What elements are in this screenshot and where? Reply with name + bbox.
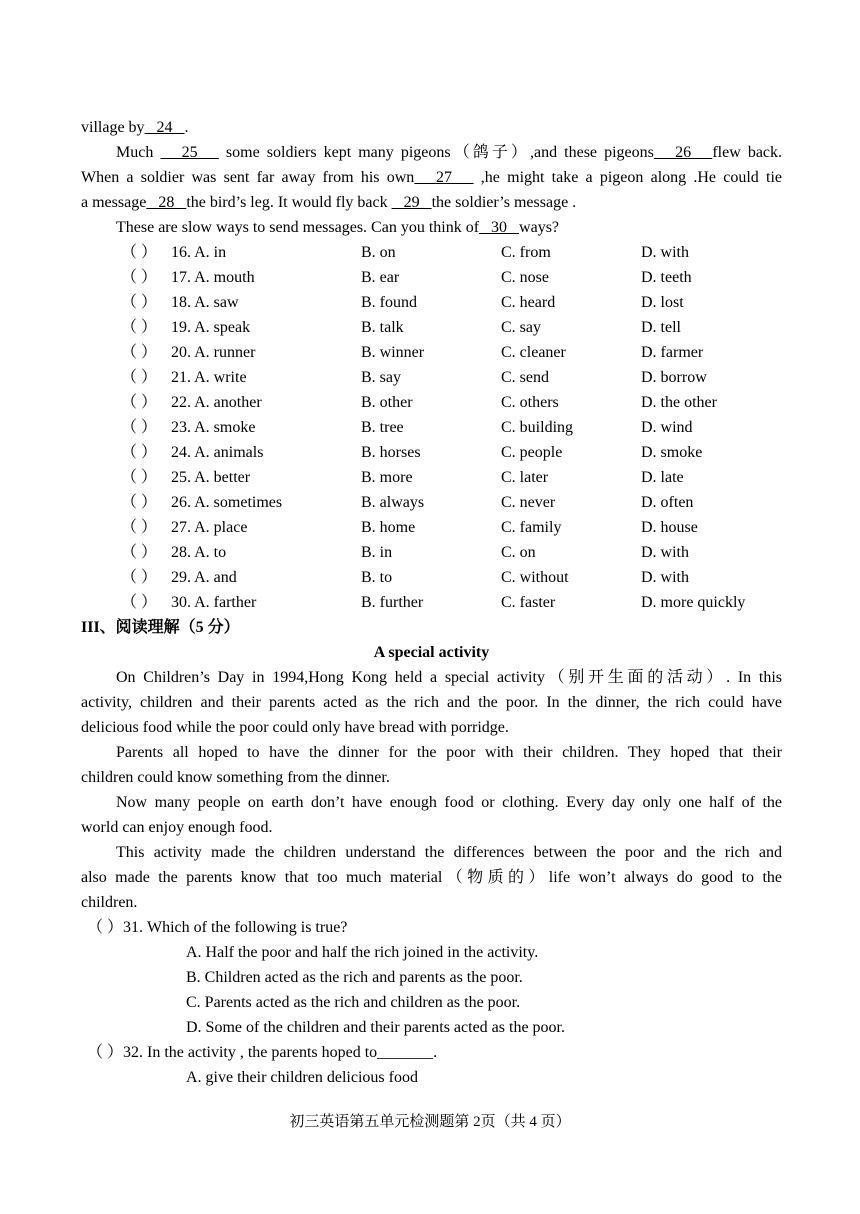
option-b: B. ear xyxy=(361,269,400,286)
option-row xyxy=(121,390,801,415)
text: the soldier’s message . xyxy=(431,194,577,211)
option-c: C. building xyxy=(501,419,574,436)
text: （ ）32. In the activity , the parents hoped to xyxy=(87,1044,378,1061)
answer-paren[interactable]: （ ） xyxy=(121,319,158,336)
text: the bird’s leg. It would fly back xyxy=(186,194,392,211)
option-a: 22. A. another xyxy=(171,394,262,411)
text: . xyxy=(433,1044,438,1061)
blank: _______ xyxy=(377,1044,434,1061)
option-b: B. further xyxy=(361,594,424,611)
option-c: C. without xyxy=(501,569,569,586)
blank-26: 26 xyxy=(653,144,713,161)
passage-line: children. xyxy=(81,894,138,911)
option-b: B. always xyxy=(361,494,425,511)
question-31-stem[interactable]: （ ）31. Which of the following is true? xyxy=(87,919,348,936)
option-d: D. wind xyxy=(641,419,693,436)
option-row xyxy=(121,490,801,515)
option-b: B. horses xyxy=(361,444,421,461)
passage-line: Parents all hoped to have the dinner for the poor with their children. They hoped that their xyxy=(116,744,782,761)
question-31-option-d: D. Some of the children and their parents acted as the poor. xyxy=(186,1019,565,1036)
cloze-line-2 xyxy=(81,140,782,165)
option-d: D. with xyxy=(641,544,689,561)
cloze-line-1 xyxy=(81,115,782,140)
question-32-option-a: A. give their children delicious food xyxy=(186,1069,418,1086)
option-a: 30. A. farther xyxy=(171,594,257,611)
text: . xyxy=(184,119,189,136)
blank-27: 27 xyxy=(414,169,474,186)
option-b: B. tree xyxy=(361,419,404,436)
text: some soldiers kept many pigeons（鸽子）,and these pigeons xyxy=(225,144,654,161)
option-row xyxy=(121,290,801,315)
option-d: D. with xyxy=(641,569,689,586)
option-c: C. never xyxy=(501,494,556,511)
text: Much xyxy=(116,144,161,161)
option-d: D. often xyxy=(641,494,694,511)
answer-paren[interactable]: （ ） xyxy=(121,469,158,486)
option-row xyxy=(121,240,801,265)
option-c: C. send xyxy=(501,369,549,386)
answer-paren[interactable]: （ ） xyxy=(121,294,158,311)
option-b: B. in xyxy=(361,544,393,561)
text: flew back. xyxy=(712,144,783,161)
text: ,he might take a pigeon along .He could tie xyxy=(473,169,783,186)
passage-line: On Children’s Day in 1994,Hong Kong held a special activity（别开生面的活动）. In this xyxy=(116,669,782,686)
option-d: D. late xyxy=(641,469,684,486)
blank-28: 28 xyxy=(146,194,187,211)
option-a: 23. A. smoke xyxy=(171,419,256,436)
option-a: 19. A. speak xyxy=(171,319,251,336)
option-a: 17. A. mouth xyxy=(171,269,255,286)
blank-30: 30 xyxy=(479,219,520,236)
option-d: D. tell xyxy=(641,319,681,336)
option-d: D. farmer xyxy=(641,344,704,361)
option-a: 28. A. to xyxy=(171,544,227,561)
option-row xyxy=(121,415,801,440)
option-b: B. found xyxy=(361,294,417,311)
answer-paren[interactable]: （ ） xyxy=(121,269,158,286)
answer-paren[interactable]: （ ） xyxy=(121,444,158,461)
option-row xyxy=(121,265,801,290)
option-a: 25. A. better xyxy=(171,469,251,486)
answer-paren[interactable]: （ ） xyxy=(121,544,158,561)
option-row xyxy=(121,440,801,465)
question-31-option-c: C. Parents acted as the rich and children as the poor. xyxy=(186,994,521,1011)
option-a: 20. A. runner xyxy=(171,344,256,361)
option-c: C. say xyxy=(501,319,541,336)
cloze-line-3 xyxy=(81,165,782,190)
answer-paren[interactable]: （ ） xyxy=(121,394,158,411)
text: ways? xyxy=(519,219,560,236)
answer-paren[interactable]: （ ） xyxy=(121,369,158,386)
option-c: C. cleaner xyxy=(501,344,566,361)
option-row xyxy=(121,465,801,490)
option-c: C. faster xyxy=(501,594,556,611)
option-c: C. people xyxy=(501,444,563,461)
passage-line: also made the parents know that too much material（物质的）life won’t always do good to the xyxy=(81,869,782,886)
option-d: D. house xyxy=(641,519,698,536)
option-row xyxy=(121,590,801,615)
option-c: C. later xyxy=(501,469,549,486)
cloze-line-5 xyxy=(81,215,782,240)
option-a: 16. A. in xyxy=(171,244,227,261)
blank-24: 24 xyxy=(144,119,185,136)
answer-paren[interactable]: （ ） xyxy=(121,519,158,536)
blank-29: 29 xyxy=(391,194,432,211)
option-b: B. to xyxy=(361,569,393,586)
option-c: C. on xyxy=(501,544,536,561)
option-row xyxy=(121,515,801,540)
option-row xyxy=(121,565,801,590)
question-31-option-b: B. Children acted as the rich and parents as the poor. xyxy=(186,969,523,986)
cloze-line-4 xyxy=(81,190,782,215)
passage-line: This activity made the children understand the differences between the poor and the rich and xyxy=(116,844,782,861)
answer-paren[interactable]: （ ） xyxy=(121,494,158,511)
option-row xyxy=(121,540,801,565)
option-row xyxy=(121,365,801,390)
text: When a soldier was sent far away from his own xyxy=(81,169,415,186)
option-b: B. other xyxy=(361,394,413,411)
passage-line: delicious food while the poor could only have bread with porridge. xyxy=(81,719,509,736)
option-b: B. winner xyxy=(361,344,425,361)
option-row xyxy=(121,315,801,340)
answer-paren[interactable]: （ ） xyxy=(121,419,158,436)
option-d: D. teeth xyxy=(641,269,692,286)
blank-25: 25 xyxy=(160,144,219,161)
answer-paren[interactable]: （ ） xyxy=(121,244,158,261)
option-a: 26. A. sometimes xyxy=(171,494,283,511)
option-b: B. more xyxy=(361,469,413,486)
question-31-option-a: A. Half the poor and half the rich joined in the activity. xyxy=(186,944,539,961)
option-a: 29. A. and xyxy=(171,569,237,586)
answer-paren[interactable]: （ ） xyxy=(121,594,158,611)
option-d: D. more quickly xyxy=(641,594,746,611)
passage-title: A special activity xyxy=(373,644,490,661)
text: village by xyxy=(81,119,145,136)
option-a: 24. A. animals xyxy=(171,444,264,461)
option-b: B. say xyxy=(361,369,401,386)
option-d: D. the other xyxy=(641,394,717,411)
passage-line: Now many people on earth don’t have enough food or clothing. Every day only one half of the xyxy=(116,794,782,811)
option-a: 27. A. place xyxy=(171,519,248,536)
page-footer: 初三英语第五单元检测题第 2页（共 4 页） xyxy=(289,1114,571,1130)
option-a: 21. A. write xyxy=(171,369,247,386)
passage-line: children could know something from the dinner. xyxy=(81,769,390,786)
option-d: D. lost xyxy=(641,294,684,311)
question-32-stem[interactable] xyxy=(87,1040,437,1065)
option-c: C. heard xyxy=(501,294,556,311)
option-d: D. borrow xyxy=(641,369,707,386)
option-b: B. talk xyxy=(361,319,404,336)
option-a: 18. A. saw xyxy=(171,294,239,311)
answer-paren[interactable]: （ ） xyxy=(121,569,158,586)
option-d: D. with xyxy=(641,244,689,261)
option-c: C. from xyxy=(501,244,551,261)
option-b: B. home xyxy=(361,519,416,536)
option-c: C. nose xyxy=(501,269,549,286)
option-c: C. family xyxy=(501,519,562,536)
option-c: C. others xyxy=(501,394,559,411)
option-b: B. on xyxy=(361,244,396,261)
option-row xyxy=(121,340,801,365)
passage-line: activity, children and their parents acted as the rich and the poor. In the dinner, the rich could have xyxy=(81,694,782,711)
text: These are slow ways to send messages. Can you think of xyxy=(116,219,480,236)
text: a message xyxy=(81,194,147,211)
section-heading: III、阅读理解（5 分） xyxy=(81,619,240,636)
answer-paren[interactable]: （ ） xyxy=(121,344,158,361)
passage-line: world can enjoy enough food. xyxy=(81,819,273,836)
option-d: D. smoke xyxy=(641,444,703,461)
